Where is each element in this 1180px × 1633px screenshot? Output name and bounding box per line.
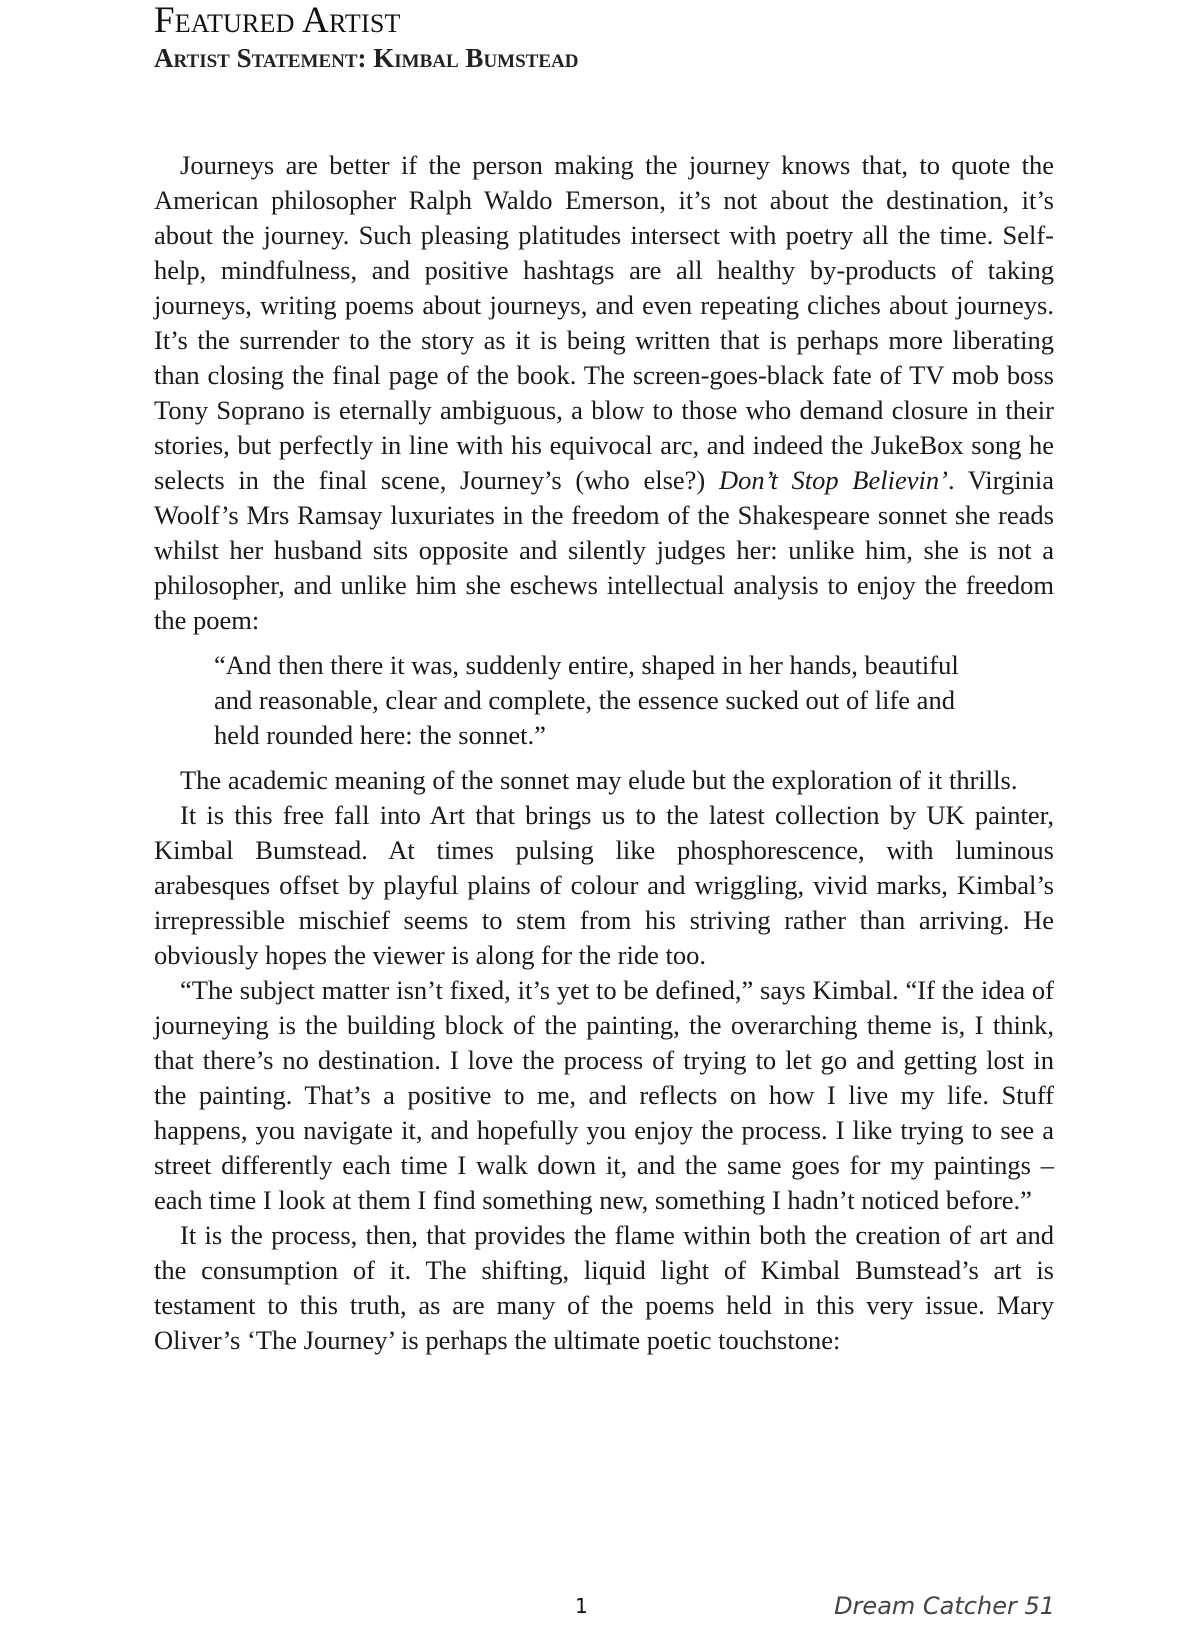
article-body [154,148,1054,1358]
paragraph-artist-quote: “The subject matter isn’t fixed, it’s yet to be defined,” says Kimbal. “If the idea of journeying is the building block of the painting, the overarching theme is, I think, that there’s no destination. I love the process of trying to let go and getting lost in the painting. That’s a positive to me, and reflects on how I live my life. Stuff happens, you navigate it, and hopefully you enjoy the process. I like trying to see a street differently each time I walk down it, and the same goes for my paintings – each time I look at them I find something new, something I hadn’t noticed before.” [154,975,1054,1215]
paragraph-intro [154,148,1054,638]
page-number: 1 [575,1594,588,1618]
block-quote: “And then there it was, suddenly entire, shaped in her hands, beautiful and reasonable, clear and complete, the essence sucked out of life and held rounded here: the sonnet.” [214,650,959,750]
article-subtitle: Artist Statement: Kimbal Bumstead [154,43,579,73]
paragraph-free-fall: It is this free fall into Art that brings us to the latest collection by UK painter, Kimbal Bumstead. At times pulsing like phosphorescence, with luminous arabesques offset by playful plains of colour and wriggling, vivid marks, Kimbal’s irrepressible mischief seems to stem from his striving rather than arriving. He obviously hopes the viewer is along for the ride too. [154,800,1054,970]
song-title: Don’t Stop Believin’ [718,465,948,495]
section-title: Featured Artist [154,0,401,41]
paragraph-intro-text: Journeys are better if the person making the journey knows that, to quote the American philosopher Ralph Waldo Emerson, it’s not about the destination, it’s about the journey. Such pleasing platitudes intersect with poetry all the time. Self-help, mindfulness, and positive hashtags are all healthy by-products of taking journeys, writing poems about journeys, and even repeating cliches about journeys. It’s the surrender to the story as it is being written that is perhaps more liberating than closing the final page of the book. The screen-goes-black fate of TV mob boss Tony Soprano is eternally ambiguous, a blow to those who demand closure in their stories, but perfectly in line with his equivocal arc, and indeed the JukeBox song he selects in the final scene, Journey’s (who else?) [154,150,1054,495]
publication-name: Dream Catcher 51 [834,1592,1055,1620]
page-header [154,0,1054,74]
paragraph-process: It is the process, then, that provides the flame within both the creation of art and the consumption of it. The shifting, liquid light of Kimbal Bumstead’s art is testament to this truth, as are many of the poems held in this very issue. Mary Oliver’s ‘The Journey’ is perhaps the ultimate poetic touchstone: [154,1220,1054,1355]
page-footer [0,1588,1180,1628]
paragraph-intro-text-after: . Virginia Woolf’s Mrs Ramsay luxuriates in the freedom of the Shakespeare sonnet she reads whilst her husband sits opposite and silently judges her: unlike him, she is not a philosopher, and unlike him she eschews intellectual analysis to enjoy the freedom the poem: [154,465,1055,635]
paragraph-sonnet: The academic meaning of the sonnet may elude but the exploration of it thrills. [180,765,1018,795]
